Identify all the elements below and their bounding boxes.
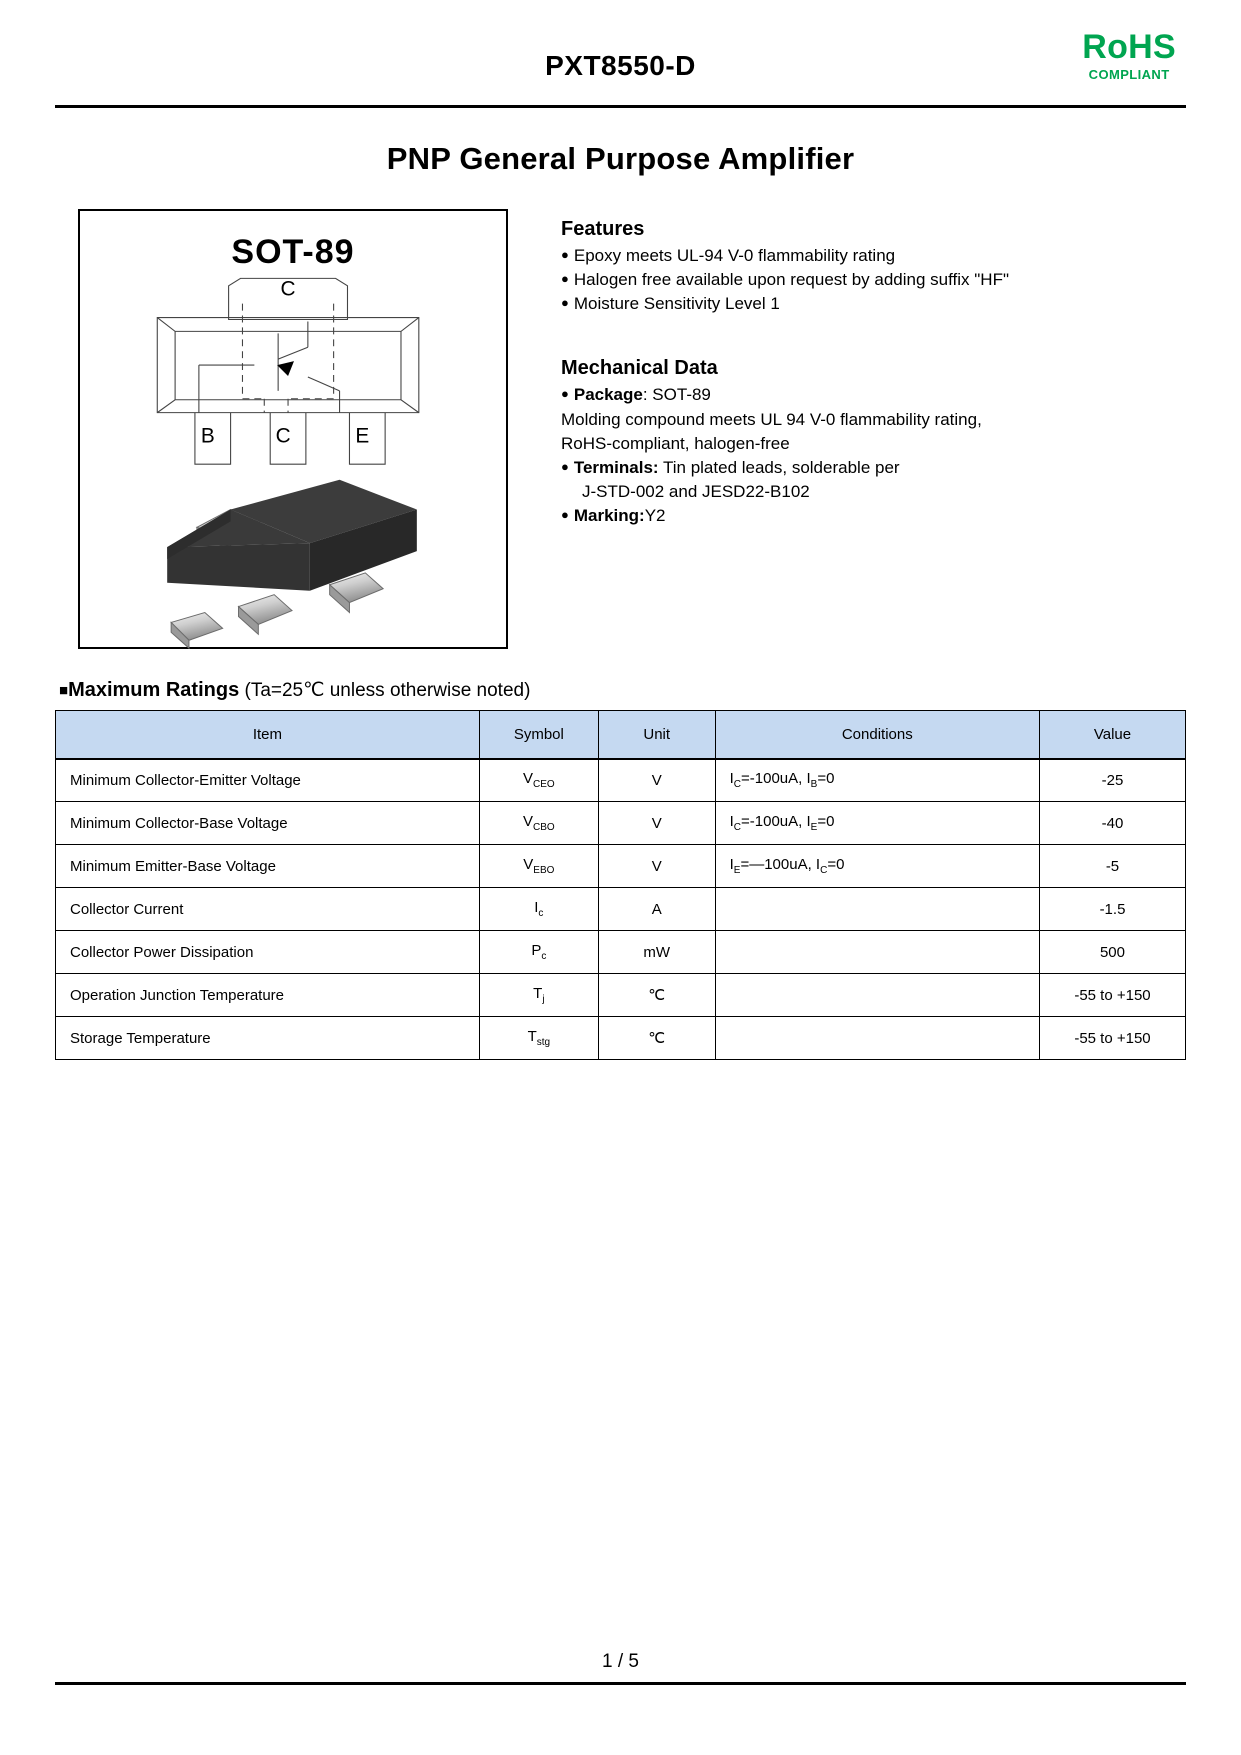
marking-value: Y2 xyxy=(644,506,666,525)
cell-item: Collector Current xyxy=(56,888,480,931)
mechanical-marking-line xyxy=(561,504,1161,528)
cell-conditions xyxy=(715,888,1039,931)
maximum-ratings-heading xyxy=(59,679,1186,702)
table-row xyxy=(56,974,1186,1017)
cell-item: Operation Junction Temperature xyxy=(56,974,480,1017)
terminals-line-2: J-STD-002 and JESD22-B102 xyxy=(582,481,810,501)
page-title: PNP General Purpose Amplifier xyxy=(386,141,855,176)
pin-label-c: C xyxy=(275,424,291,448)
sot89-outline-drawing xyxy=(80,273,506,473)
part-number-title: PXT8550-D xyxy=(545,50,696,81)
cell-symbol: $T_j$ xyxy=(479,974,598,1017)
cell-value: -55 to +150 xyxy=(1039,1017,1185,1060)
cell-conditions: $I_C=-100uA$, $I_B=0$ xyxy=(715,759,1039,802)
package-value: : SOT-89 xyxy=(642,385,711,405)
terminals-value: Tin plated leads, solderable per xyxy=(658,457,900,477)
ratings-title: Maximum Ratings xyxy=(68,679,240,701)
molding-line-2: RoHS-compliant, halogen-free xyxy=(561,433,790,453)
cell-value: 500 xyxy=(1039,931,1185,974)
mechanical-terminals-line xyxy=(561,456,1161,480)
cell-symbol: $V_{CBO}$ xyxy=(479,802,598,845)
top-section xyxy=(55,209,1186,649)
table-row xyxy=(56,845,1186,888)
cell-unit: V xyxy=(598,845,715,888)
page-footer xyxy=(55,1651,1186,1685)
bullet-icon: ● xyxy=(561,295,569,311)
feature-item xyxy=(561,268,1161,292)
terminals-label: Terminals: xyxy=(573,457,659,477)
bullet-icon: ● xyxy=(561,458,569,474)
bullet-icon: ● xyxy=(561,247,569,262)
cell-value: -40 xyxy=(1039,802,1185,845)
header-divider xyxy=(55,105,1186,108)
cell-symbol: $V_{EBO}$ xyxy=(479,845,598,888)
molding-line-1: Molding compound meets UL 94 V-0 flammability rating, xyxy=(561,409,982,429)
cell-value: -1.5 xyxy=(1039,888,1185,931)
feature-text: Halogen free available upon request by adding suffix "HF" xyxy=(573,270,1009,290)
footer-divider xyxy=(55,1682,1186,1685)
pin-label-top-c: C xyxy=(280,277,296,301)
cell-symbol: $I_c$ xyxy=(479,888,598,931)
package-label: Package xyxy=(573,385,643,405)
marking-label: Marking: xyxy=(573,506,645,525)
page-number: 1 / 5 xyxy=(602,1651,639,1672)
cell-unit: mW xyxy=(598,931,715,974)
column-header-value: Value xyxy=(1039,711,1185,759)
transistor-arrow-icon xyxy=(277,361,294,376)
maximum-ratings-table xyxy=(55,710,1186,1060)
table-row xyxy=(56,759,1186,802)
feature-item xyxy=(561,244,1161,268)
column-header-item: Item xyxy=(56,711,480,759)
bullet-icon: ● xyxy=(561,507,569,522)
table-row xyxy=(56,931,1186,974)
features-heading: Features xyxy=(561,218,645,240)
rohs-logo xyxy=(1082,30,1176,81)
cell-item: Minimum Collector-Emitter Voltage xyxy=(56,759,480,802)
cell-conditions xyxy=(715,974,1039,1017)
cell-conditions: $I_E=—100uA$, $I_C=0$ xyxy=(715,845,1039,888)
cell-symbol: $T_{stg}$ xyxy=(479,1017,598,1060)
info-column xyxy=(561,209,1161,528)
table-row xyxy=(56,888,1186,931)
package-3d-render xyxy=(80,473,506,649)
cell-unit: A xyxy=(598,888,715,931)
rohs-main-label: RoHS xyxy=(1082,28,1176,66)
column-header-unit: Unit xyxy=(598,711,715,759)
cell-conditions: $I_C=-100uA$, $I_E=0$ xyxy=(715,802,1039,845)
ratings-note: (Ta=25℃ unless otherwise noted) xyxy=(239,680,531,701)
table-row xyxy=(56,802,1186,845)
package-name-label: SOT-89 xyxy=(231,233,355,271)
pin-label-b: B xyxy=(200,424,215,448)
cell-item: Storage Temperature xyxy=(56,1017,480,1060)
mechanical-data-heading: Mechanical Data xyxy=(561,357,718,380)
table-header-row xyxy=(56,711,1186,759)
cell-item: Minimum Collector-Base Voltage xyxy=(56,802,480,845)
mechanical-package-line xyxy=(561,383,1161,407)
bullet-icon: ● xyxy=(561,386,569,402)
table-body xyxy=(56,759,1186,1060)
cell-unit: V xyxy=(598,802,715,845)
feature-text: Moisture Sensitivity Level 1 xyxy=(573,294,780,314)
cell-symbol: $V_{CEO}$ xyxy=(479,759,598,802)
square-bullet-icon: ■ xyxy=(59,682,69,699)
cell-conditions xyxy=(715,931,1039,974)
cell-value: -5 xyxy=(1039,845,1185,888)
feature-text: Epoxy meets UL-94 V-0 flammability rating xyxy=(573,246,896,265)
cell-unit: V xyxy=(598,759,715,802)
column-header-conditions: Conditions xyxy=(715,711,1039,759)
cell-conditions xyxy=(715,1017,1039,1060)
column-header-symbol: Symbol xyxy=(479,711,598,759)
pin-label-e: E xyxy=(355,424,370,448)
package-diagram-box xyxy=(78,209,508,649)
table-row xyxy=(56,1017,1186,1060)
cell-item: Collector Power Dissipation xyxy=(56,931,480,974)
page-header xyxy=(55,0,1186,108)
cell-symbol: $P_c$ xyxy=(479,931,598,974)
feature-item xyxy=(561,292,1161,316)
cell-value: -25 xyxy=(1039,759,1185,802)
cell-item: Minimum Emitter-Base Voltage xyxy=(56,845,480,888)
bullet-icon: ● xyxy=(561,271,569,287)
cell-unit: ℃ xyxy=(598,1017,715,1060)
cell-unit: ℃ xyxy=(598,974,715,1017)
rohs-compliant-label: COMPLIANT xyxy=(1088,67,1170,82)
cell-value: -55 to +150 xyxy=(1039,974,1185,1017)
